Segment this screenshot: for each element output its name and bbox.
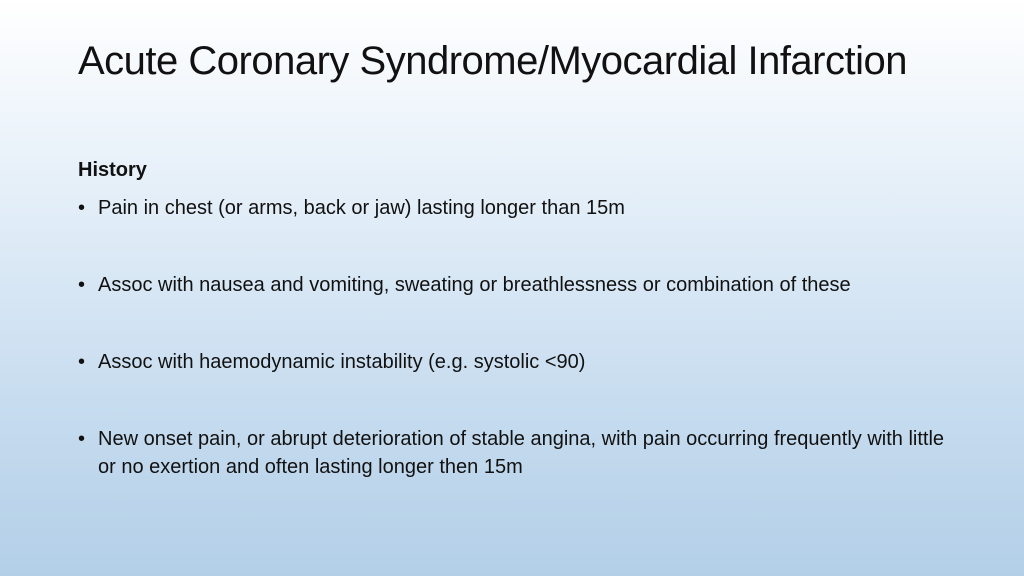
section-heading: History [78,159,147,181]
bullet-list [78,194,958,481]
bullet-icon: • [78,274,86,296]
bullet-text: Assoc with nausea and vomiting, sweating or breathlessness or combination of these [98,274,851,296]
bullet-icon: • [78,351,86,373]
bullet-icon: • [78,428,86,450]
bullet-item [78,425,958,481]
bullet-text: New onset pain, or abrupt deterioration of stable angina, with pain occurring frequently with little or no exertion and often lasting longer then 15m [98,428,945,478]
bullet-item [78,194,958,222]
bullet-item [78,348,958,376]
bullet-item [78,271,958,299]
slide-title: Acute Coronary Syndrome/Myocardial Infarction [78,39,907,83]
bullet-text: Pain in chest (or arms, back or jaw) lasting longer than 15m [98,197,625,219]
slide-content [78,156,958,530]
bullet-icon: • [78,197,86,219]
bullet-text: Assoc with haemodynamic instability (e.g. systolic <90) [98,351,586,373]
